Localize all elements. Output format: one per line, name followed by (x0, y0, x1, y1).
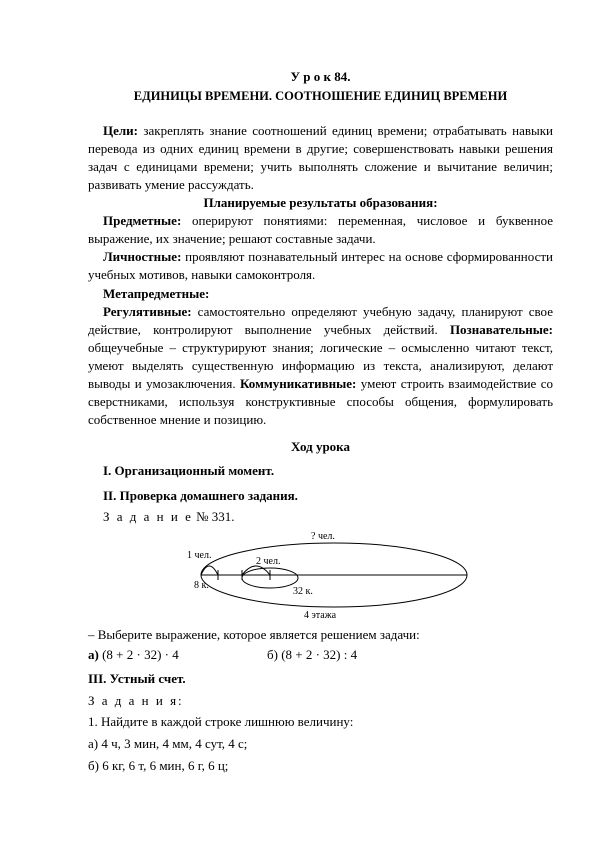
section-2-heading: II. Проверка домашнего задания. (103, 488, 298, 503)
personal-label: Личностные: (103, 249, 182, 264)
meta-paragraph (88, 303, 553, 429)
reg-label: Регулятивные: (103, 304, 192, 319)
diagram-top-label: ? чел. (311, 531, 335, 542)
task-331-heading (88, 508, 553, 526)
goals-label: Цели: (103, 123, 138, 138)
goals-text: закреплять знание соотношений единиц времени; отрабатывать навыки перевода из одних единиц времени в другие; совершенствовать навыки решения задач с единицами времени; учить выполнять сложение и вычитание величин; развивать умение рассуждать. (88, 123, 553, 192)
diagram-arc-2 (242, 566, 270, 575)
personal-paragraph (88, 248, 553, 284)
diagram-mid-label: 2 чел. (256, 556, 281, 567)
option-b: б) (8 + 2 · 32) : 4 (267, 647, 358, 662)
cog-text: общеучебные – структурируют знания; логические – осмысленно читают текст, умеют выделять существенную информацию из текста, анализируют, делают выводы и умозаключения. (88, 340, 553, 391)
task-1-row-b: б) 6 кг, 6 т, 6 мин, 6 г, 6 ц; (88, 758, 229, 773)
task-1-text: 1. Найдите в каждой строке лишнюю величину: (88, 714, 354, 729)
meta-heading: Метапредметные: (103, 286, 210, 301)
section-3-heading: III. Устный счет. (88, 671, 186, 686)
comm-text: умеют строить взаимодействие со сверстниками, используя конструктивные способы общения, формулировать собственное мнение и позицию. (88, 376, 553, 427)
diagram-zero-label: 8 к. (194, 580, 209, 591)
option-a-text: (8 + 2 · 32) · 4 (98, 647, 179, 662)
question-text: – Выберите выражение, которое является решением задачи: (88, 627, 420, 642)
subject-text: оперируют понятиями: переменная, числовое и буквенное выражение, их значение; решают составные задачи. (88, 213, 553, 246)
task-diagram (175, 528, 475, 620)
option-a-label: а) (88, 647, 99, 662)
goals-paragraph (88, 122, 553, 194)
section-1-heading: I. Организационный момент. (103, 463, 275, 478)
diagram-arc-1 (201, 566, 218, 575)
diagram-bottom-label: 4 этажа (304, 610, 337, 620)
diagram-small-bottom-label: 32 к. (293, 586, 313, 597)
reg-text: самостоятельно определяют учебную задачу, планируют свое действие, контролируют выполнение учебных действий. (88, 304, 553, 337)
comm-label: Коммуникативные: (240, 376, 357, 391)
lesson-subtitle: ЕДИНИЦЫ ВРЕМЕНИ. СООТНОШЕНИЕ ЕДИНИЦ ВРЕМЕНИ (133, 89, 508, 103)
course-heading: Ход урока (291, 439, 350, 454)
personal-text: проявляют познавательный интерес на основе сформированности учебных мотивов, навыки самоконтроля. (88, 249, 553, 282)
diagram-left-label: 1 чел. (187, 550, 212, 561)
tasks-label: З а д а н и я: (88, 693, 184, 708)
task-number: № 331. (192, 509, 235, 524)
task-1-row-a: а) 4 ч, 3 мин, 4 мм, 4 сут, 4 с; (88, 736, 248, 751)
subject-label: Предметные: (103, 213, 182, 228)
cog-label: Познавательные: (449, 322, 554, 337)
results-heading: Планируемые результаты образования: (203, 195, 438, 210)
lesson-title: У р о к 84. (290, 69, 351, 84)
task-label: З а д а н и е (103, 509, 193, 524)
subject-paragraph (88, 212, 553, 248)
